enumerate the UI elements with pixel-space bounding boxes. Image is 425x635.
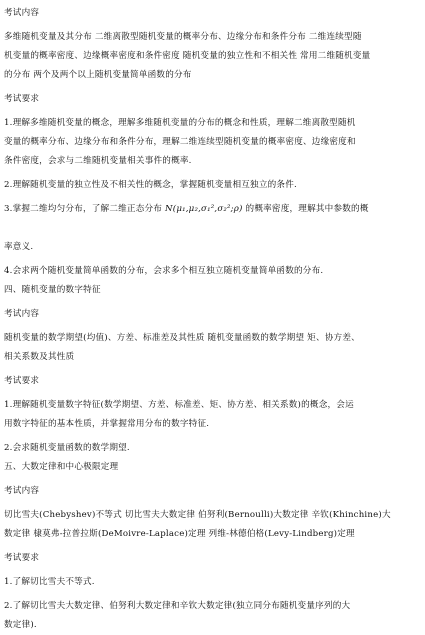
- requirement-text: 的概率密度，理解其中参数的概: [245, 204, 369, 214]
- section-heading: 考试内容: [4, 486, 40, 496]
- requirement-text: 3.掌握二维均匀分布，了解二维正态分布: [4, 204, 163, 214]
- requirement-line: 1.理解多维随机变量的概念，理解多维随机变量的分布的概念和性质，理解二维离散型随机: [4, 118, 356, 128]
- document-body: [4, 4, 422, 635]
- requirement-line: 2.理解随机变量的独立性及不相关性的概念，掌握随机变量相互独立的条件.: [4, 180, 297, 190]
- section-heading: 考试内容: [4, 8, 40, 18]
- exam-content-line: 相关系数及其性质: [4, 352, 75, 362]
- section-heading: 考试要求: [4, 376, 40, 386]
- requirement-line: 率意义.: [4, 242, 34, 252]
- exam-content-line: 的分布 两个及两个以上随机变量简单函数的分布: [4, 70, 192, 80]
- exam-content-line: 随机变量的数学期望(均值)、方差、标准差及其性质 随机变量函数的数学期望 矩、协方差、: [4, 333, 360, 343]
- requirement-line: 用数字特征的基本性质，并掌握常用分布的数字特征.: [4, 419, 210, 429]
- requirement-line: 数定律).: [4, 620, 37, 630]
- section-heading: 考试要求: [4, 94, 40, 104]
- requirement-line: 条件密度，会求与二维随机变量相关事件的概率.: [4, 156, 192, 166]
- exam-content-line: 数定律 棣莫弗-拉普拉斯(DeMoivre-Laplace)定理 列维-林德伯格(Levy-Lindberg)定理: [4, 529, 355, 539]
- chapter-title: 四、随机变量的数字特征: [4, 285, 101, 295]
- exam-content-line: 切比雪夫(Chebyshev)不等式 切比雪夫大数定律 伯努利(Bernoulli)大数定律 辛钦(Khinchine)大: [4, 510, 391, 520]
- exam-content-line: 机变量的概率密度、边缘概率密度和条件密度 随机变量的独立性和不相关性 常用二维随机变量: [4, 51, 371, 61]
- section-heading: 考试内容: [4, 309, 40, 319]
- normal-distribution-formula: N(μ₁,μ₂,σ₁²,σ₂²;ρ): [165, 204, 243, 214]
- section-heading: 考试要求: [4, 553, 40, 563]
- chapter-title: 五、大数定律和中心极限定理: [4, 462, 119, 472]
- requirement-line: 2.会求随机变量函数的数学期望.: [4, 443, 130, 453]
- exam-content-line: 多维随机变量及其分布 二维离散型随机变量的概率分布、边缘分布和条件分布 二维连续型随: [4, 32, 362, 42]
- requirement-line: 4.会求两个随机变量简单函数的分布，会求多个相互独立随机变量简单函数的分布.: [4, 266, 324, 276]
- requirement-line-with-math: [4, 200, 422, 219]
- requirement-line: 1.了解切比雪夫不等式.: [4, 577, 95, 587]
- requirement-line: 1.理解随机变量数字特征(数学期望、方差、标准差、矩、协方差、相关系数)的概念，会运: [4, 400, 354, 410]
- requirement-line: 变量的概率分布、边缘分布和条件分布，理解二维连续型随机变量的概率密度、边缘密度和: [4, 137, 356, 147]
- requirement-line: 2.了解切比雪夫大数定律、伯努利大数定律和辛钦大数定律(独立同分布随机变量序列的大: [4, 601, 351, 611]
